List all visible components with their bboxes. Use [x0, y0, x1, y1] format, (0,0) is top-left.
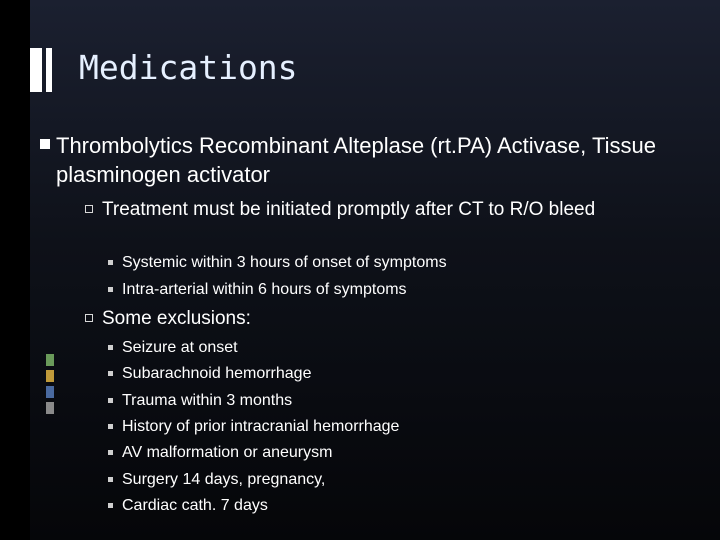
list-item-text: Subarachnoid hemorrhage	[122, 365, 312, 382]
accent-bar	[30, 48, 42, 92]
list-item	[122, 335, 662, 361]
subpoint	[102, 197, 662, 222]
list-item-text: Intra-arterial within 6 hours of symptoms	[122, 281, 407, 298]
list-item-text: Systemic within 3 hours of onset of symptoms	[122, 254, 447, 271]
small-square-bullet-icon	[108, 477, 113, 482]
small-square-bullet-icon	[108, 450, 113, 455]
list-item	[122, 440, 662, 466]
accent-block-green	[46, 354, 54, 366]
list-item-text: Trauma within 3 months	[122, 392, 293, 409]
list-item	[122, 250, 662, 276]
list-item	[122, 277, 662, 303]
list-item	[122, 467, 662, 493]
main-bullet-text: Thrombolytics Recombinant Alteplase (rt.PA) Activase, Tissue plasminogen activator	[56, 133, 656, 187]
list-item-text: History of prior intracranial hemorrhage	[122, 418, 400, 435]
list-item	[122, 493, 662, 519]
small-square-bullet-icon	[108, 260, 113, 265]
small-square-bullet-icon	[108, 503, 113, 508]
list-item	[122, 388, 662, 414]
accent-block-gray	[46, 402, 54, 414]
hollow-square-bullet-icon	[85, 205, 93, 213]
list-item-text: AV malformation or aneurysm	[122, 444, 333, 461]
slide-title: Medications	[79, 48, 298, 87]
accent-block-gold	[46, 370, 54, 382]
list-item	[122, 361, 662, 387]
small-square-bullet-icon	[108, 398, 113, 403]
subpoint	[102, 306, 662, 331]
small-square-bullet-icon	[108, 424, 113, 429]
list-item-text: Seizure at onset	[122, 339, 238, 356]
hollow-square-bullet-icon	[85, 314, 93, 322]
accent-bar	[46, 48, 52, 92]
small-square-bullet-icon	[108, 287, 113, 292]
list-item-text: Cardiac cath. 7 days	[122, 497, 268, 514]
main-bullet	[56, 131, 676, 189]
subpoint-text: Some exclusions:	[102, 308, 251, 329]
subpoint-text: Treatment must be initiated promptly after CT to R/O bleed	[102, 199, 596, 220]
small-square-bullet-icon	[108, 345, 113, 350]
accent-block-blue	[46, 386, 54, 398]
list-item	[122, 414, 662, 440]
square-bullet-icon	[40, 139, 50, 149]
small-square-bullet-icon	[108, 371, 113, 376]
list-item-text: Surgery 14 days, pregnancy,	[122, 471, 326, 488]
